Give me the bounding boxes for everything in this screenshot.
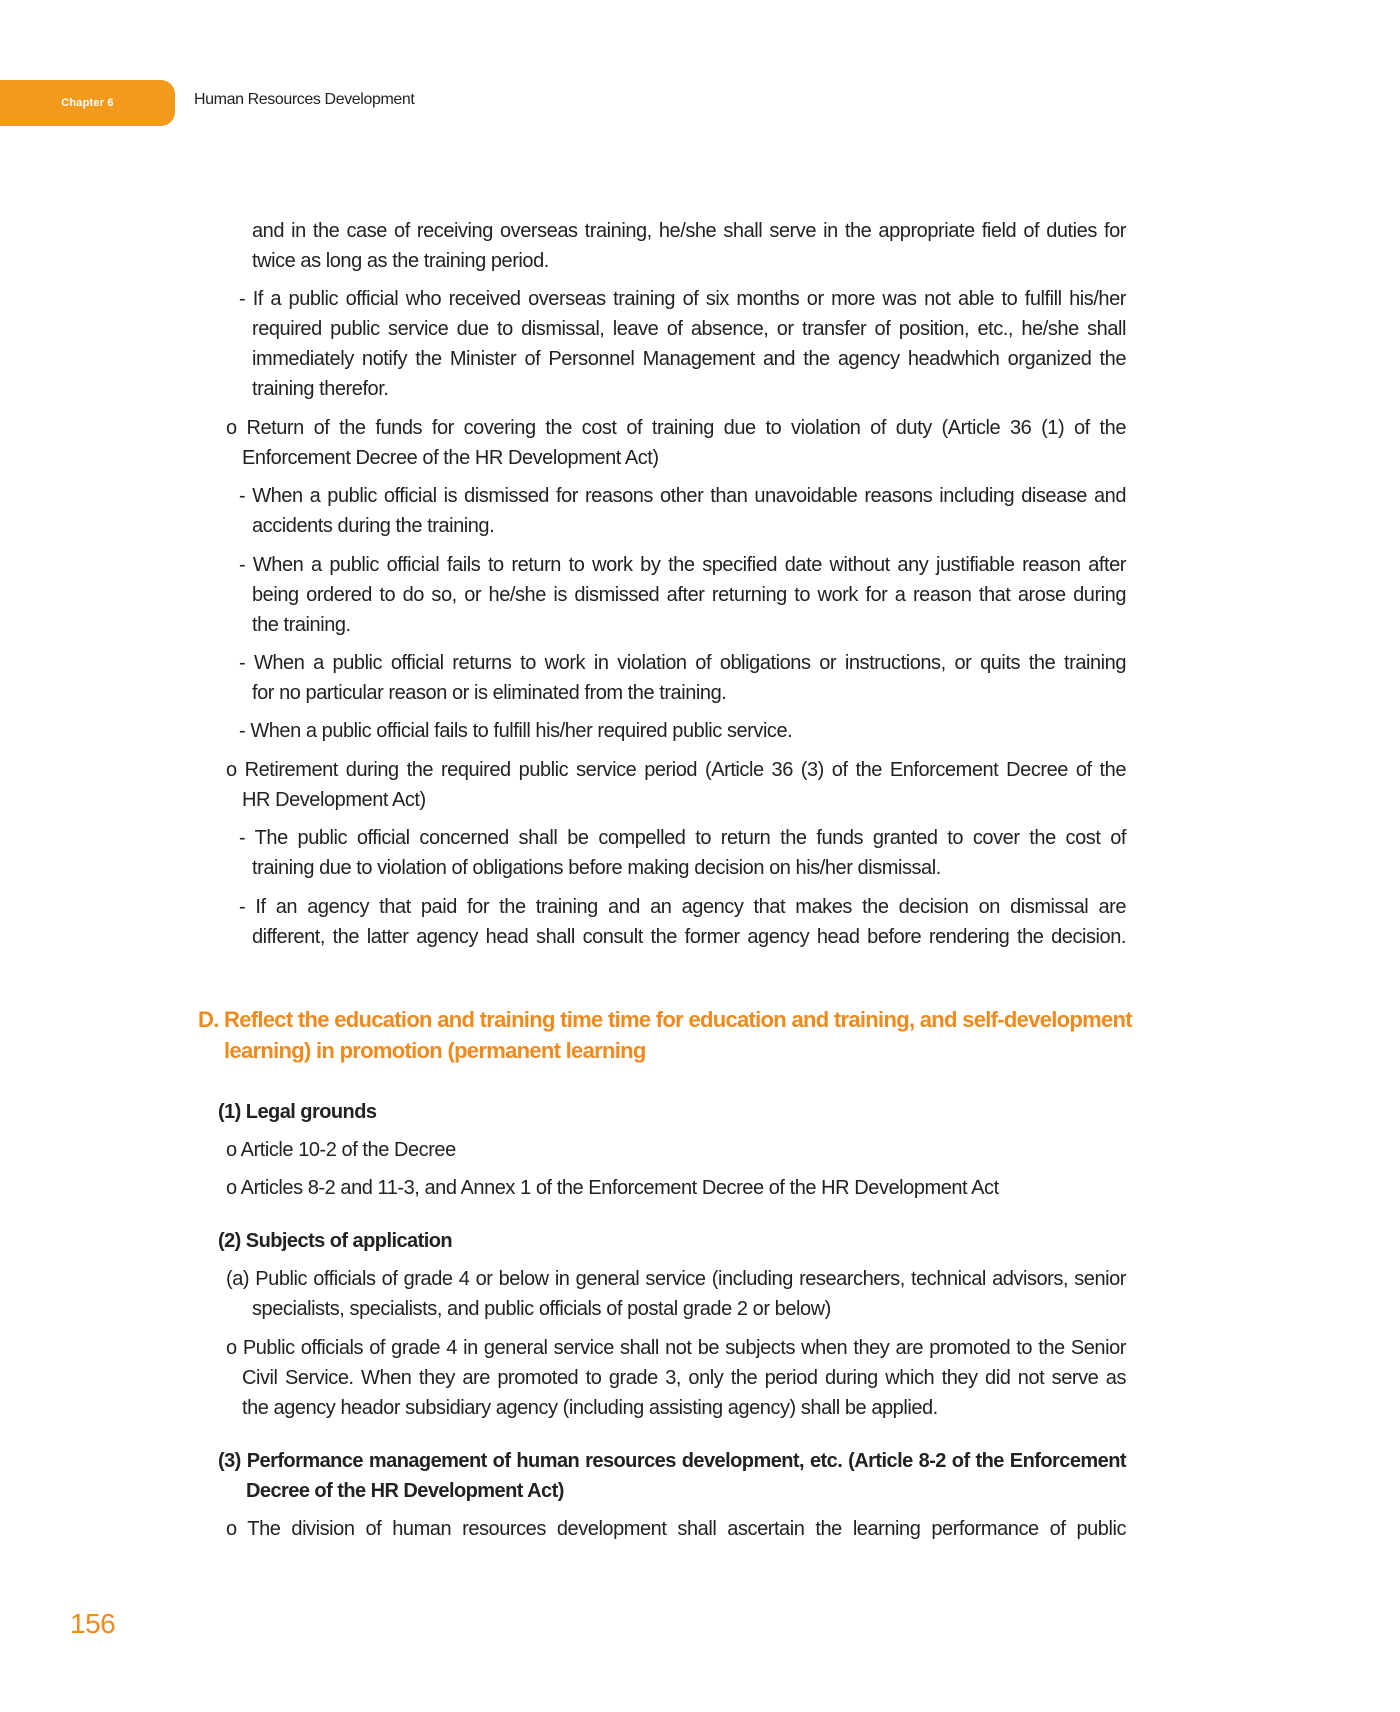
bullet-item: o Public officials of grade 4 in general service shall not be subjects when they are promoted to the Senior	[226, 1337, 1126, 1359]
section-heading: D. Reflect the education and training time time for education and training, and self-development	[198, 1007, 1132, 1032]
body-line: Enforcement Decree of the HR Development Act)	[242, 447, 659, 469]
bullet-item: o The division of human resources development shall ascertain the learning performance of public	[226, 1518, 1126, 1540]
body-line: the training.	[252, 614, 351, 636]
subsection-heading: (1) Legal grounds	[218, 1101, 377, 1123]
body-line: different, the latter agency head shall consult the former agency head before rendering the decision.	[252, 926, 1126, 948]
page-number: 156	[70, 1608, 116, 1639]
chapter-tab	[0, 80, 175, 126]
bullet-item: o Articles 8-2 and 11-3, and Annex 1 of the Enforcement Decree of the HR Development Act	[226, 1177, 999, 1199]
section-heading-cont: learning) in promotion (permanent learning	[224, 1038, 646, 1063]
body-line: the agency heador subsidiary agency (including assisting agency) shall be applied.	[242, 1397, 938, 1419]
body-line: - When a public official returns to work in violation of obligations or instructions, or quits the training	[239, 652, 1126, 674]
body-line: required public service due to dismissal, leave of absence, or transfer of position, etc., he/she shall	[252, 318, 1126, 340]
subsection-heading-cont: Decree of the HR Development Act)	[246, 1480, 564, 1502]
body-line: - If a public official who received overseas training of six months or more was not able to fulfill his/her	[239, 288, 1126, 310]
body-line: - If an agency that paid for the training and an agency that makes the decision on dismissal are	[239, 896, 1126, 918]
body-line: training therefor.	[252, 378, 389, 400]
body-line: training due to violation of obligations before making decision on his/her dismissal.	[252, 857, 941, 879]
chapter-label: Chapter 6	[61, 97, 114, 109]
body-line: for no particular reason or is eliminated from the training.	[252, 682, 727, 704]
body-line: Civil Service. When they are promoted to grade 3, only the period during which they did not serve as	[242, 1367, 1126, 1389]
body-line: - When a public official fails to fulfill his/her required public service.	[239, 720, 793, 742]
subsection-heading: (2) Subjects of application	[218, 1230, 453, 1252]
body-line: - When a public official is dismissed for reasons other than unavoidable reasons including disease and	[239, 485, 1126, 507]
chapter-title: Human Resources Development	[194, 91, 415, 108]
bullet-item: o Retirement during the required public service period (Article 36 (3) of the Enforcement Decree of the	[226, 759, 1126, 781]
body-line: specialists, specialists, and public officials of postal grade 2 or below)	[252, 1298, 831, 1320]
body-line: twice as long as the training period.	[252, 250, 549, 272]
body-line: - When a public official fails to return to work by the specified date without any justifiable reason after	[239, 554, 1126, 576]
body-line: and in the case of receiving overseas training, he/she shall serve in the appropriate field of duties for	[252, 220, 1126, 242]
list-item: (a) Public officials of grade 4 or below in general service (including researchers, technical advisors, senior	[226, 1268, 1126, 1290]
bullet-item: o Article 10-2 of the Decree	[226, 1139, 456, 1161]
body-line: immediately notify the Minister of Personnel Management and the agency headwhich organized the	[252, 348, 1126, 370]
body-line: - The public official concerned shall be compelled to return the funds granted to cover the cost of	[239, 827, 1126, 849]
body-line: HR Development Act)	[242, 789, 426, 811]
bullet-item: o Return of the funds for covering the cost of training due to violation of duty (Article 36 (1) of the	[226, 417, 1126, 439]
subsection-heading: (3) Performance management of human resources development, etc. (Article 8-2 of the Enforcement	[218, 1450, 1126, 1472]
body-line: being ordered to do so, or he/she is dismissed after returning to work for a reason that arose during	[252, 584, 1126, 606]
body-line: accidents during the training.	[252, 515, 495, 537]
